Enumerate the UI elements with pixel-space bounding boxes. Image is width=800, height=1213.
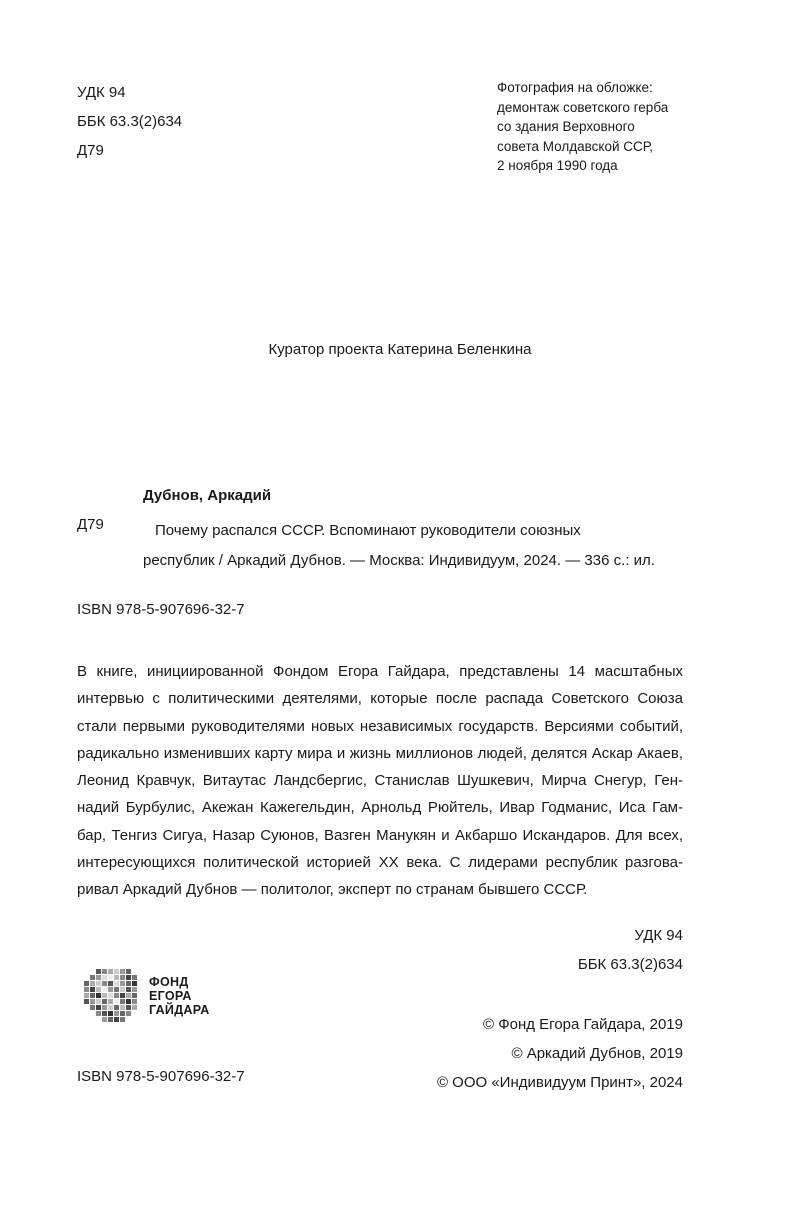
copyright-line: © ООО «Индивидуум Принт», 2024	[436, 1074, 683, 1091]
photo-note-line: демонтаж советского герба	[497, 99, 669, 115]
annotation-line: стали первыми руководителями новых независимых государств. Версиями событий,	[77, 717, 683, 735]
udk-code: УДК 94	[77, 84, 126, 101]
bbk-code: ББК 63.3(2)634	[577, 956, 683, 973]
bib-title	[143, 516, 703, 576]
annotation-line: ривал Аркадий Дубнов — политолог, эксперт по странам бывшего СССР.	[77, 881, 588, 899]
bib-author: Дубнов, Аркадий	[143, 487, 272, 504]
bib-title-line: республик / Аркадий Дубнов. — Москва: Индивидуум, 2024. — 336 с.: ил.	[143, 552, 655, 569]
bib-title-line: Почему распался СССР. Вспоминают руководители союзных	[155, 522, 581, 539]
cover-photo-note	[497, 78, 747, 176]
photo-note-line: Фотография на обложке:	[497, 80, 653, 95]
classification-codes	[77, 78, 182, 165]
bbk-code: ББК 63.3(2)634	[77, 113, 183, 130]
copyright-line: © Фонд Егора Гайдара, 2019	[483, 1016, 683, 1033]
copyright-line: © Аркадий Дубнов, 2019	[511, 1045, 683, 1062]
annotation-line: радикально изменивших карту мира и жизнь миллионов людей, делятся Аскар Акаев,	[77, 744, 683, 762]
photo-note-line: 2 ноября 1990 года	[497, 158, 618, 173]
annotation-line: Леонид Кравчук, Витаутас Ландсбергис, Станислав Шушкевич, Мирча Снегур, Ген-	[77, 772, 683, 790]
annotation-line: интервью с политическими деятелями, которые после распада Советского Союза	[77, 690, 683, 708]
annotation-line: интересующихся политической историей XX века. С лидерами республик разгова-	[77, 854, 683, 872]
annotation-line: бар, Тенгиз Сигуа, Назар Суюнов, Вазген Манукян и Акбаршо Искандаров. Для всех,	[77, 826, 683, 844]
author-mark: Д79	[77, 142, 104, 159]
fund-logo-icon	[82, 965, 146, 1027]
annotation	[77, 658, 683, 904]
isbn-top: ISBN 978-5-907696-32-7	[77, 601, 245, 618]
logo-line: ГАЙДАРА	[149, 1003, 210, 1017]
bib-mark: Д79	[77, 516, 104, 533]
fund-logo-text	[149, 975, 210, 1017]
classification-codes-bottom	[578, 921, 683, 979]
udk-code: УДК 94	[634, 927, 683, 944]
isbn-bottom: ISBN 978-5-907696-32-7	[77, 1068, 245, 1085]
curator-credit: Куратор проекта Катерина Беленкина	[268, 341, 532, 358]
annotation-line: надий Бурбулис, Акежан Кажегельдин, Арнольд Рюйтель, Ивар Годманис, Иса Гам-	[77, 799, 683, 817]
copyright-block	[437, 1010, 683, 1097]
photo-note-line: со здания Верховного	[497, 119, 635, 134]
annotation-line: В книге, инициированной Фондом Егора Гайдара, представлены 14 масштабных	[77, 663, 683, 680]
photo-note-line: совета Молдавской ССР,	[497, 138, 653, 154]
logo-line: ФОНД	[149, 975, 189, 989]
logo-line: ЕГОРА	[149, 989, 192, 1003]
